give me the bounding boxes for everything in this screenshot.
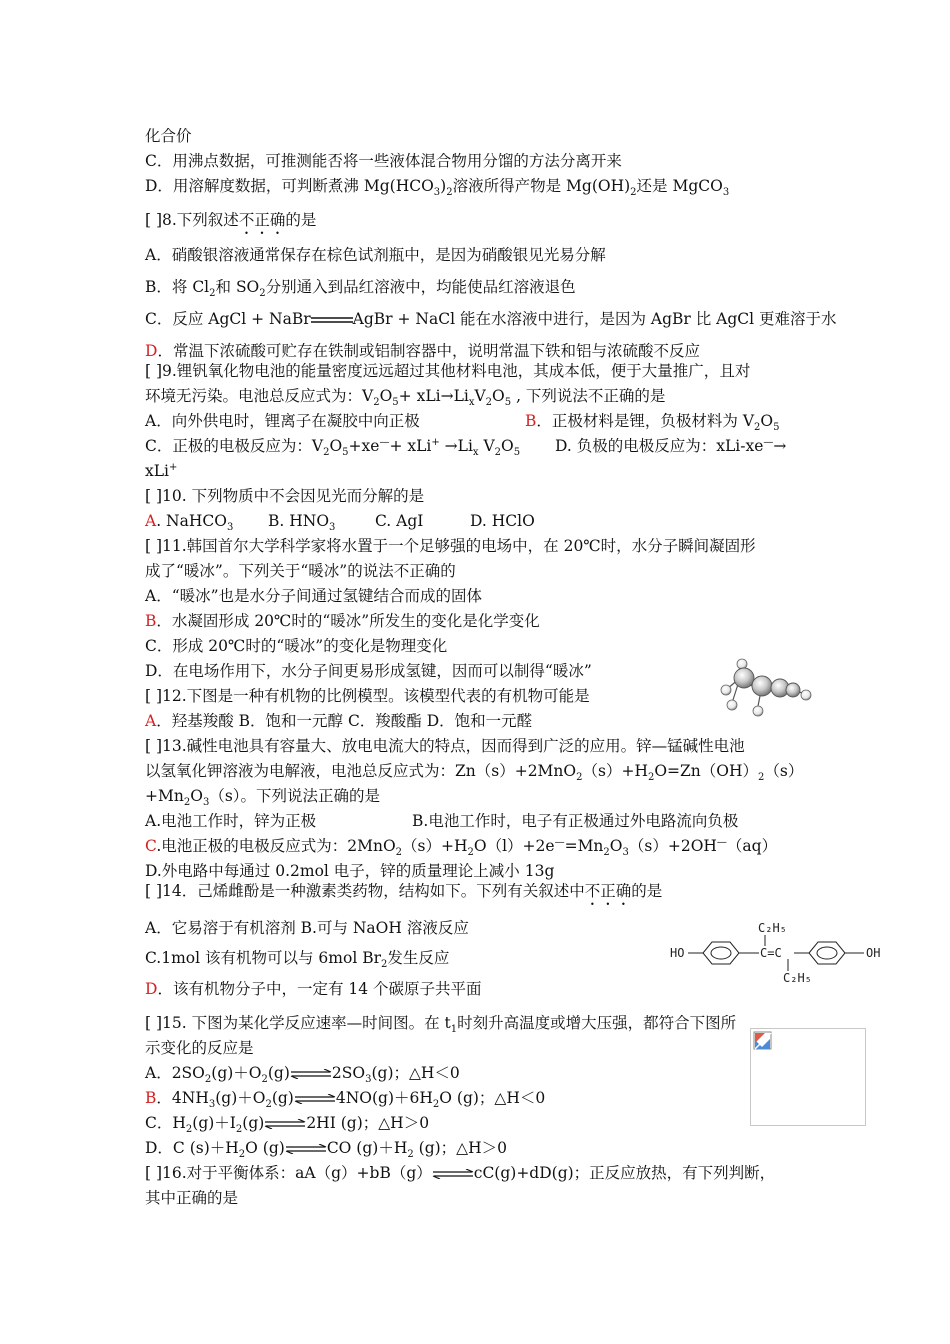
text-line: 化合价 [145,127,192,145]
q9-option-c: C．正极的电极反应为：$V_2O_5+xe^—+ xLi^+ \to Li_x$ $V_2O_5$ [145,436,521,459]
equilibrium-arrow [264,1119,306,1129]
q9-option-d: D. 负极的电极反应为：xLi-xe—→ [555,436,787,455]
question-16-cont: 其中正确的是 [145,1189,239,1207]
q13-option-d: D.外电路中每通过 0.2mol 电子，锌的质量理论上减小 13g [145,862,555,880]
question-10: [ ]10. 下列物质中不会因见光而分解的是 [145,487,425,505]
question-9-cont: 环境无污染。电池总反应式为：$V_2O_5+ xLi\to Li_xV_2O_5$ , 下列说法不正确的是 [145,387,666,409]
question-13-cont: 以氢氧化钾溶液为电解液，电池总反应式为：$Zn(s)+2MnO_2(s)+H_2O=Zn(OH)_2(s)$ [145,762,804,784]
q13-option-b: B.电池工作时，电子有正极通过外电路流向负极 [412,812,739,830]
option-c-boiling-point: C．用沸点数据，可推测能否将一些液体混合物用分馏的方法分离开来 [145,152,622,170]
equilibrium-arrow [294,1094,336,1104]
q13-option-a: A.电池工作时，锌为正极 [145,812,317,830]
q11-option-a: A．“暖冰”也是水分子间通过氢键结合而成的固体 [145,587,483,605]
q8-option-c: C．反应 AgCl + NaBr AgBr + NaCl 能在水溶液中进行，是因为 AgBr 比 AgCl 更难溶于水 [145,310,837,328]
q8-option-b: B．将 $Cl_2$和 $SO_2$分别通入到品红溶液中，均能使品红溶液退色 [145,278,576,300]
stilbestrol-structure [668,918,888,990]
q14-option-c: C.1mol 该有机物可以与 6mol $Br_2$发生反应 [145,949,450,971]
q8-option-a: A．硝酸银溶液通常保存在棕色试剂瓶中，是因为硝酸银见光易分解 [145,246,606,264]
q9-option-a: A．向外供电时，锂离子在凝胶中向正极 [145,412,420,430]
q10-option-b: B. $HNO_3$ [268,512,336,534]
ho-label: HO [670,946,685,960]
broken-image-icon [753,1031,773,1051]
question-14: [ ]14．己烯雌酚是一种激素类药物，结构如下。下列有关叙述中不正确的是 [145,882,663,900]
q8-option-d: D．常温下浓硫酸可贮存在铁制或铝制容器中，说明常温下铁和铝与浓硫酸不反应 [145,342,700,360]
oh-label: OH [866,946,881,960]
q15-option-c: C．$H_2(g)+I_2(g)$ 2HI (g)；△H＞0 [145,1114,430,1136]
q15-option-b: B．$4NH_3(g)+O_2(g)$ $4NO(g)+6H_2O$ (g)；△H＜0 [145,1089,546,1111]
question-11: [ ]11.韩国首尔大学科学家将水置于一个足够强的电场中，在 20℃时，水分子瞬间凝固形 [145,537,756,555]
q10-option-a: A. NaHCO$_3$ [145,512,234,534]
q11-option-d: D．在电场作用下，水分子间更易形成氢键，因而可以制得“暖冰” [145,662,592,680]
option-d-solubility: D．用溶解度数据，可判断煮沸 $Mg(HCO_3)_2$溶液所得产物是 $Mg(OH)_2$还是 MgCO$_3$ [145,177,730,199]
question-13: [ ]13.碱性电池具有容量大、放电电流大的特点，因而得到广泛的应用。锌—锰碱性电池 [145,737,745,755]
question-15: [ ]15. 下图为某化学反应速率—时间图。在 $t_1$时刻升高温度或增大压强，都符合下图所 [145,1014,737,1036]
q15-option-d: D．C $(s)+H_2O$ (g) CO $(g)+H_2$ (g)；△H＞0 [145,1139,507,1161]
q14-option-d: D．该有机物分子中，一定有 14 个碳原子共平面 [145,980,482,998]
c-eq-c-label: C=C [760,946,782,960]
question-15-cont: 示变化的反应是 [145,1039,254,1057]
equilibrium-arrow [432,1169,474,1179]
question-13-cont2: $+Mn_2O_3(s)$。下列说法正确的是 [145,787,381,809]
q10-option-d: D. HClO [470,512,535,530]
question-9: [ ]9.锂钒氧化物电池的能量密度远远超过其他材料电池，其成本低，便于大量推广，且对 [145,362,751,380]
q10-option-c: C. AgI [375,512,424,530]
broken-image-placeholder [750,1028,866,1126]
equilibrium-arrow [290,1069,332,1079]
q15-option-a: A．$2SO_2(g)+O_2(g)$ $2SO_3(g)$；△H＜0 [145,1064,460,1086]
double-line-equals [311,315,353,325]
q13-option-c: C.电池正极的电极反应式为：$2MnO_2(s)+H_2O(l)+2e^—=Mn_2O_3(s)+2OH^—(aq)$ [145,836,778,859]
q11-option-b: B．水凝固形成 20℃时的“暖冰”所发生的变化是化学变化 [145,612,540,630]
question-8: [ ]8.下列叙述不正确的是 [145,211,317,229]
equilibrium-arrow [285,1144,327,1154]
question-16: [ ]16.对于平衡体系：aA（g）+bB（g） cC(g)+dD(g)；正反应放热，有下列判断， [145,1164,776,1182]
q11-option-c: C．形成 20℃时的“暖冰”的变化是物理变化 [145,637,448,655]
question-11-cont: 成了“暖冰”。下列关于“暖冰”的说法不正确的 [145,562,456,580]
q9-option-d-cont: xLi+ [145,461,178,480]
q14-option-ab: A．它易溶于有机溶剂 B.可与 NaOH 溶液反应 [145,919,469,937]
ball-model-figure [718,656,813,721]
q12-options: A．羟基羧酸 B．饱和一元醇 C．羧酸酯 D．饱和一元醛 [145,712,533,730]
q9-option-b: B．正极材料是锂，负极材料为 $V_2O_5$ [525,412,780,434]
question-12: [ ]12.下图是一种有机物的比例模型。该模型代表的有机物可能是 [145,687,590,705]
ethyl-top-label: C₂H₅ [758,921,787,935]
ethyl-bottom-label: C₂H₅ [783,971,812,985]
